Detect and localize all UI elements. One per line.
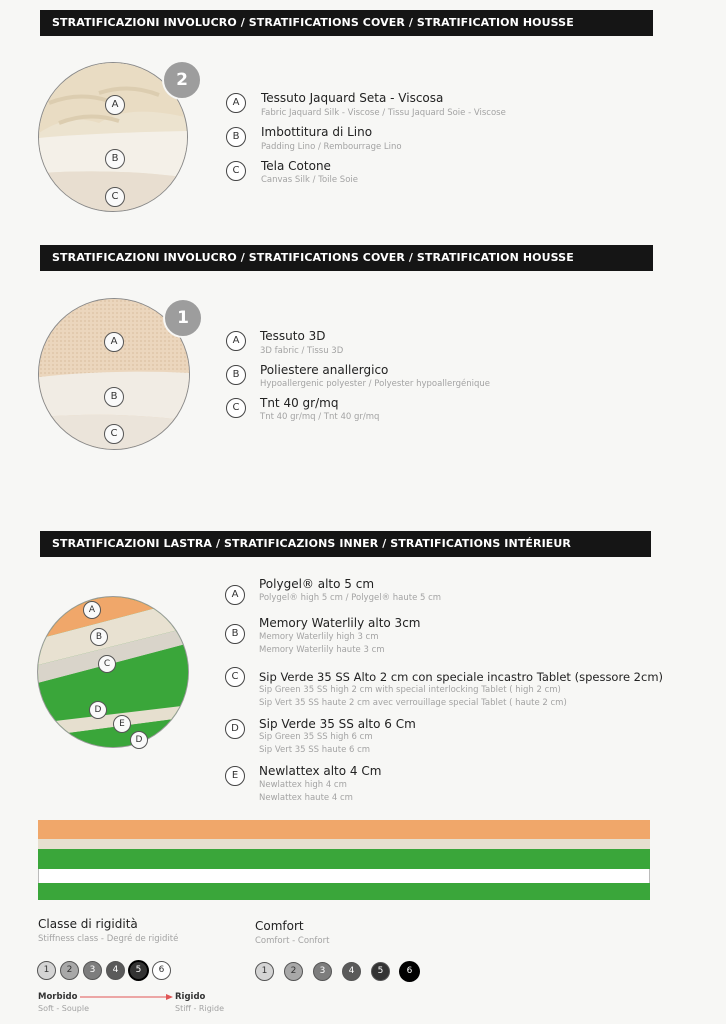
soft-sublabel: Soft - Souple <box>38 1004 90 1013</box>
comfort-level-2: 2 <box>284 962 303 981</box>
stiffness-level-1: 1 <box>37 961 56 980</box>
item-subtitle: Memory Waterlily haute 3 cm <box>259 645 385 655</box>
item-subtitle: Newlattex haute 4 cm <box>259 793 353 803</box>
circle-label-c: C <box>104 424 124 444</box>
item-subtitle: Fabric Jaquard Silk - Viscose / Tissu Jaquard Soie - Viscose <box>261 108 506 118</box>
comfort-level-1: 1 <box>255 962 274 981</box>
comfort-level-6: 6 <box>400 962 419 981</box>
stiffness-level-6: 6 <box>152 961 171 980</box>
item-subtitle: Memory Waterlily high 3 cm <box>259 632 379 642</box>
comfort-level-4: 4 <box>342 962 361 981</box>
item-title: Newlattex alto 4 Cm <box>259 764 382 778</box>
stiff-sublabel: Stiff - Rigide <box>175 1004 225 1013</box>
item-marker-d: D <box>225 719 245 739</box>
circle-label-a: A <box>104 332 124 352</box>
stiffness-level-2: 2 <box>60 961 79 980</box>
item-subtitle: Sip Vert 35 SS haute 6 cm <box>259 745 371 755</box>
item-marker-c: C <box>225 667 245 687</box>
item-title: Tessuto 3D <box>260 329 326 343</box>
layer-stripe-orange <box>38 820 650 839</box>
item-title: Memory Waterlily alto 3cm <box>259 616 421 630</box>
section-header-cover-2: STRATIFICAZIONI INVOLUCRO / STRATIFICATIONS COVER / STRATIFICATION HOUSSE <box>40 10 653 36</box>
item-marker-a: A <box>225 585 245 605</box>
circle-label-b: B <box>104 387 124 407</box>
item-marker-b: B <box>225 624 245 644</box>
item-marker-b: B <box>226 365 246 385</box>
layer-stripe-beige <box>38 839 650 849</box>
comfort-title: Comfort <box>255 919 304 933</box>
circle-label-b: B <box>90 628 108 646</box>
item-marker-b: B <box>226 127 246 147</box>
range-arrow-icon <box>80 993 175 1001</box>
circle-label-d: D <box>89 701 107 719</box>
stiffness-level-4: 4 <box>106 961 125 980</box>
item-subtitle: Sip Green 35 SS high 2 cm with special interlocking Tablet ( high 2 cm) <box>259 685 561 695</box>
item-subtitle: Canvas Silk / Toile Soie <box>261 175 358 185</box>
stiffness-subtitle: Stiffness class - Degré de rigidité <box>38 934 179 944</box>
circle-label-e: E <box>113 715 131 733</box>
item-subtitle: Tnt 40 gr/mq / Tnt 40 gr/mq <box>260 412 380 422</box>
circle-label-b: B <box>105 149 125 169</box>
stiffness-title: Classe di rigidità <box>38 917 138 931</box>
cover-version-badge: 1 <box>163 298 203 338</box>
item-subtitle: Sip Vert 35 SS haute 2 cm avec verrouillage special Tablet ( haute 2 cm) <box>259 698 567 708</box>
item-marker-a: A <box>226 93 246 113</box>
item-title: Tela Cotone <box>261 159 331 173</box>
layer-stripe-white <box>38 869 650 883</box>
item-marker-c: C <box>226 398 246 418</box>
stiffness-level-5: 5 <box>129 961 148 980</box>
item-title: Sip Verde 35 SS alto 6 Cm <box>259 717 416 731</box>
layer-stripe-green <box>38 849 650 869</box>
item-marker-e: E <box>225 766 245 786</box>
item-subtitle: Padding Lino / Rembourrage Lino <box>261 142 402 152</box>
item-marker-c: C <box>226 161 246 181</box>
item-title: Polygel® alto 5 cm <box>259 577 375 591</box>
item-subtitle: Hypoallergenic polyester / Polyester hypoallergénique <box>260 379 490 389</box>
stiffness-level-3: 3 <box>83 961 102 980</box>
soft-label: Morbido <box>38 992 78 1002</box>
item-subtitle: 3D fabric / Tissu 3D <box>260 346 344 356</box>
section-header-cover-1: STRATIFICAZIONI INVOLUCRO / STRATIFICATIONS COVER / STRATIFICATION HOUSSE <box>40 245 653 271</box>
item-subtitle: Sip Green 35 SS high 6 cm <box>259 732 373 742</box>
cover-version-badge: 2 <box>162 60 202 100</box>
item-title: Tessuto Jaquard Seta - Viscosa <box>261 91 444 105</box>
item-title: Sip Verde 35 SS Alto 2 cm con speciale incastro Tablet (spessore 2cm) <box>259 670 664 684</box>
item-title: Poliestere anallergico <box>260 363 389 377</box>
item-subtitle: Newlattex high 4 cm <box>259 780 347 790</box>
comfort-level-3: 3 <box>313 962 332 981</box>
stiff-label: Rigido <box>175 992 206 1002</box>
item-marker-a: A <box>226 331 246 351</box>
section-header-inner: STRATIFICAZIONI LASTRA / STRATIFICAZIONS INNER / STRATIFICATIONS INTÉRIEUR <box>40 531 651 557</box>
comfort-subtitle: Comfort - Confort <box>255 936 330 946</box>
item-subtitle: Polygel® high 5 cm / Polygel® haute 5 cm <box>259 593 442 603</box>
circle-label-a: A <box>105 95 125 115</box>
circle-label-a: A <box>83 601 101 619</box>
comfort-level-5: 5 <box>371 962 390 981</box>
layer-stripe-green <box>38 883 650 900</box>
circle-label-d: D <box>130 731 148 749</box>
item-title: Tnt 40 gr/mq <box>260 396 339 410</box>
item-title: Imbottitura di Lino <box>261 125 373 139</box>
circle-label-c: C <box>98 655 116 673</box>
circle-label-c: C <box>105 187 125 207</box>
